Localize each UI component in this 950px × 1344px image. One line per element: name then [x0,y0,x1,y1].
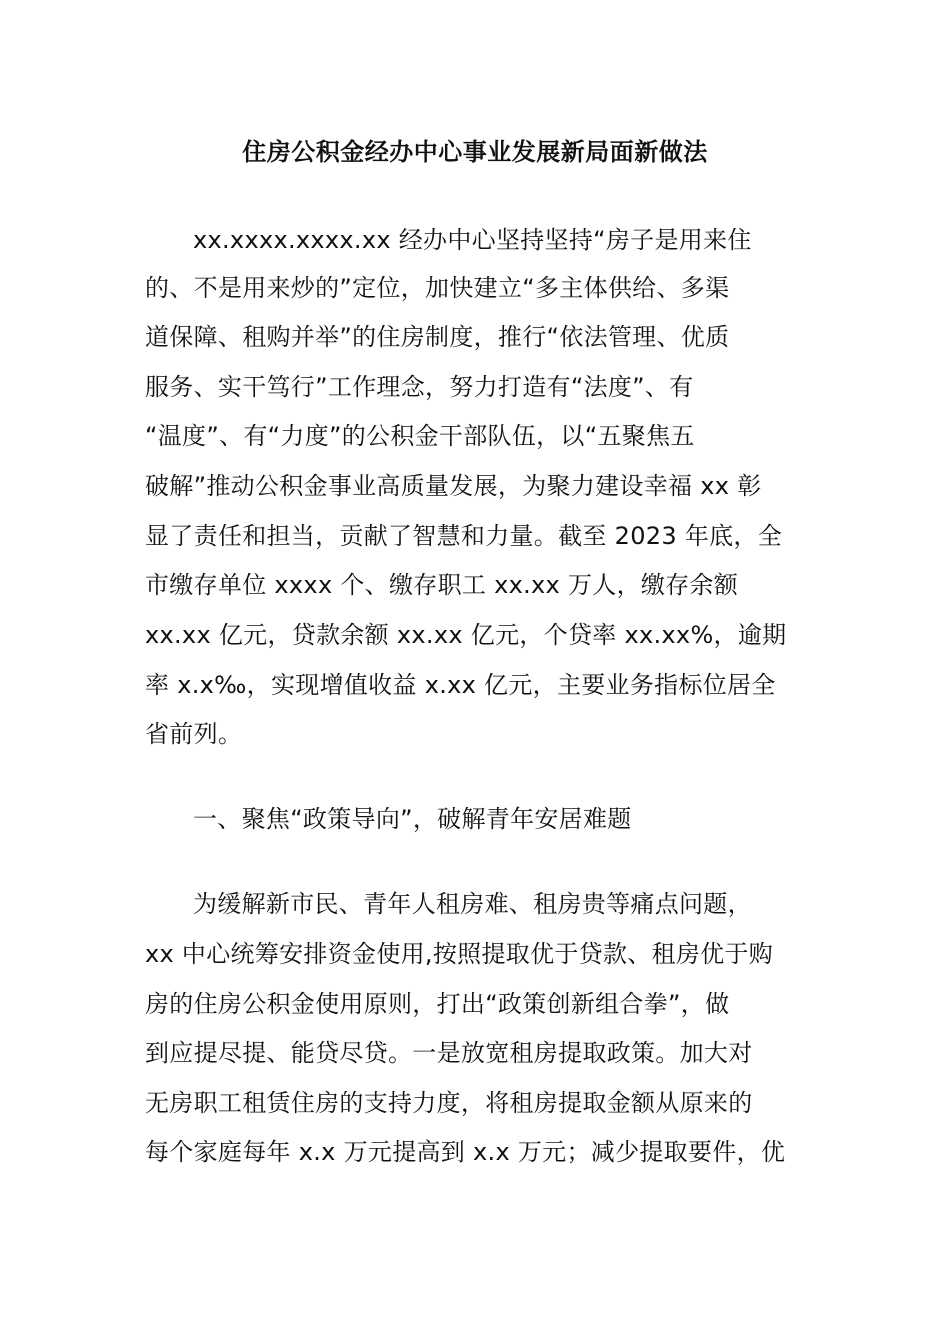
paragraph-line: xx.xx 亿元，贷款余额 xx.xx 亿元，个贷率 xx.xx%，逾期 [145,621,787,649]
paragraph-line: 率 x.x‰，实现增值收益 x.xx 亿元，主要业务指标位居全 [145,671,776,699]
paragraph-line: 的、不是用来炒的”定位，加快建立“多主体供给、多渠 [145,274,730,302]
paragraph-line: 省前列。 [145,720,243,748]
paragraph-line: 市缴存单位 xxxx 个、缴存职工 xx.xx 万人，缴存余额 [145,571,739,599]
paragraph-line: 到应提尽提、能贷尽贷。一是放宽租房提取政策。加大对 [145,1039,753,1067]
paragraph-line: 破解”推动公积金事业高质量发展，为聚力建设幸福 xx 彰 [145,472,762,500]
document-title: 住房公积金经办中心事业发展新局面新做法 [242,138,708,166]
paragraph-line: xx.xxxx.xxxx.xx 经办中心坚持坚持“房子是用来住 [193,226,752,254]
paragraph-line: 为缓解新市民、青年人租房难、租房贵等痛点问题， [193,890,752,918]
paragraph-line: 房的住房公积金使用原则，打出“政策创新组合拳”，做 [145,990,730,1018]
section-heading: 一、聚焦“政策导向”，破解青年安居难题 [193,805,632,833]
paragraph-line: 显了责任和担当，贡献了智慧和力量。截至 2023 年底，全 [145,522,783,550]
paragraph-line: xx 中心统筹安排资金使用,按照提取优于贷款、租房优于购 [145,940,774,968]
paragraph-line: 服务、实干笃行”工作理念，努力打造有“法度”、有 [145,373,694,401]
paragraph-line: “温度”、有“力度”的公积金干部队伍，以“五聚焦五 [145,422,695,450]
paragraph-line: 无房职工租赁住房的支持力度，将租房提取金额从原来的 [145,1089,753,1117]
paragraph-line: 每个家庭每年 x.x 万元提高到 x.x 万元；减少提取要件，优 [145,1138,786,1166]
paragraph-line: 道保障、租购并举”的住房制度，推行“依法管理、优质 [145,323,730,351]
